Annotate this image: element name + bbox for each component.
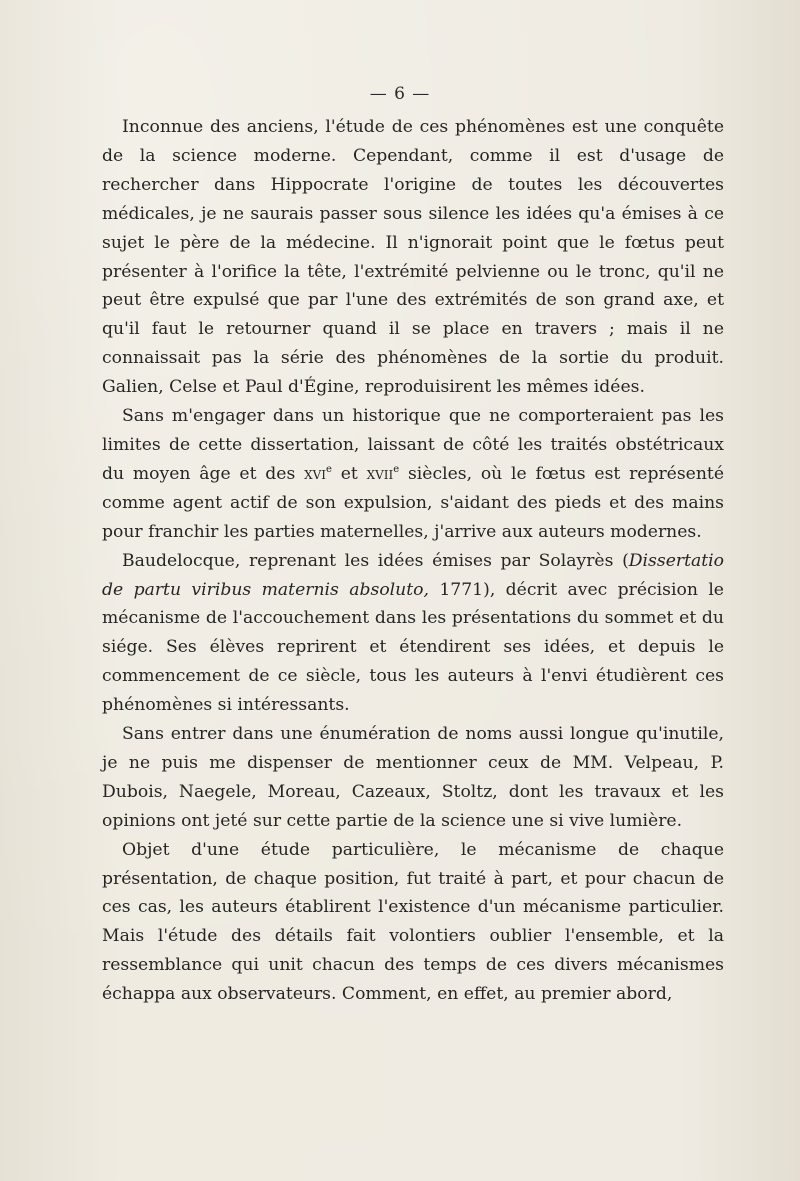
century-16: xvi <box>304 463 327 484</box>
paragraph-5: Objet d'une étude particulière, le mécanisme de chaque présentation, de chaque position, fut traité à part, et pour chacun de ces cas, les auteurs établirent l'existence d'un mécanisme particulier. Mais l'étude des détails fait volontiers oublier l'ensemble, et la ressemblance qui unit chacun des temps de ces divers mécanismes échappa aux observateurs. Comment, en effet, au premier abord, <box>102 839 724 1005</box>
century-16-sup: e <box>326 463 332 475</box>
paragraph-2-text-a: Sans m'engager dans un historique que ne comporteraient pas les limites de cette dissertation, laissant de côté les traités obstétricaux du moyen âge et des <box>102 406 724 484</box>
paragraph-3 <box>102 547 724 720</box>
century-17-sup: e <box>393 463 400 475</box>
paragraph-1: Inconnue des anciens, l'étude de ces phénomènes est une conquête de la science moderne. Cependant, comme il est d'usage de rechercher dans Hippocrate l'origine de toutes les découvertes médicales, je ne saurais passer sous silence les idées qu'a émises à ce sujet le père de la médecine. Il n'ignorait point que le fœtus peut présenter à l'orifice la tête, l'extrémité pelvienne ou le tronc, qu'il ne peut être expulsé que par l'une des extrémités de son grand axe, et qu'il faut le retourner quand il se place en travers ; mais il ne connaissait pas la série des phénomènes de la sortie du produit. Galien, Celse et Paul d'Égine, reproduisirent les mêmes idées. <box>102 117 724 398</box>
paragraph-2-text-c: siècles, où le fœtus est représenté comme agent actif de son expulsion, s'aidant des pieds et des mains pour franchir les parties maternelles, j'arrive aux auteurs modernes. <box>102 463 724 542</box>
paragraph-2 <box>102 402 724 547</box>
century-17: xvii <box>366 463 394 484</box>
page-number: — 6 — <box>369 84 431 104</box>
paragraph-3-text-a: Baudelocque, reprenant les idées émises par Solayrès ( <box>122 550 629 571</box>
dissertation-title: Dissertatio de partu viribus maternis absoluto, <box>102 550 724 600</box>
paragraph-2-text-b: et <box>331 463 367 484</box>
paragraph-3-text-b: 1771), décrit avec précision le mécanisme de l'accouchement dans les présentations du sommet et du siége. Ses élèves reprirent et étendirent ses idées, et depuis le commencement de ce siècle, tous les auteurs à l'envi étudièrent ces phénomènes si intéressants. <box>102 579 724 716</box>
body-text <box>102 113 724 1009</box>
paragraph-4: Sans entrer dans une énumération de noms aussi longue qu'inutile, je ne puis me dispenser de mentionner ceux de MM. Velpeau, P. Dubois, Naegele, Moreau, Cazeaux, Stoltz, dont les travaux et les opinions ont jeté sur cette partie de la science une si vive lumière. <box>102 724 724 831</box>
